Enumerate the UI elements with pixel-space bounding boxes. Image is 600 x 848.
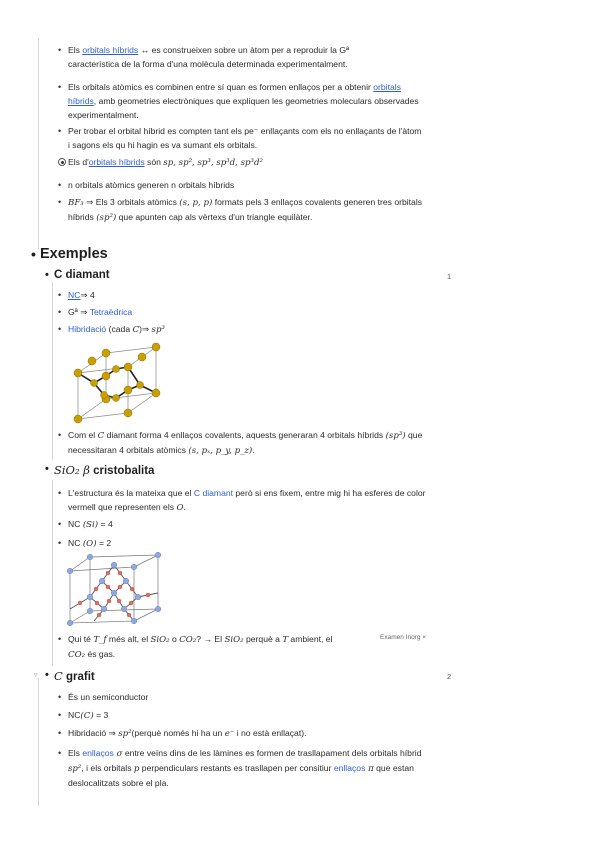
cristobalite-structure-image <box>64 553 164 625</box>
text: Els d' <box>68 157 89 167</box>
link-orbitals-hibrids[interactable]: orbitals híbrids <box>82 45 139 55</box>
text: Qui té <box>68 634 94 644</box>
text: , i els orbitals <box>81 763 134 773</box>
text: Hibridació ⇒ <box>68 728 119 738</box>
link-enllacos[interactable]: enllaços <box>82 748 114 758</box>
text: deslocalitzats sobre el pla. <box>68 778 169 788</box>
intro-bullet-2 <box>68 80 419 122</box>
indent-guide <box>52 480 53 666</box>
text: diamant forma 4 enllaços covalents, aquests generaran 4 orbitals híbrids <box>104 430 386 440</box>
collapse-chevron-icon[interactable]: ▿ <box>34 672 38 679</box>
link-tetraedrica[interactable]: Tetraèdrica <box>89 307 133 317</box>
text: n orbitals atòmics generen n orbitals híbrids <box>68 180 235 190</box>
link-hibridacio[interactable]: Hibridació <box>68 324 107 334</box>
link-orbitals-hibrids[interactable]: orbitals híbrids <box>88 157 145 167</box>
text: híbrids <box>68 212 97 222</box>
section-heading-exemples: • Exemples <box>40 246 108 262</box>
math: (O) <box>82 539 97 549</box>
text: ⇒ 4 <box>80 290 95 300</box>
text: que <box>405 430 423 440</box>
sio2-question <box>68 632 332 662</box>
text: NC <box>68 519 83 529</box>
subheading-sio2-cristobalita <box>54 463 154 477</box>
math: p <box>133 764 140 774</box>
text: ↔ es construeixen sobre un àtom per a reproduir la Gª <box>138 45 350 55</box>
text: que estan <box>373 763 414 773</box>
subheading-c-diamant: • C diamant <box>54 269 110 281</box>
math: (C) <box>80 711 94 721</box>
text: vermell que representen els <box>68 502 177 512</box>
text: Els <box>68 45 83 55</box>
text: Els orbitals atòmics es combinen entre sí quan es formen enllaços per a obtenir <box>68 82 374 92</box>
math: CO₂ <box>179 635 197 645</box>
text: perquè a <box>243 634 283 644</box>
math: SiO₂ β <box>54 463 90 477</box>
sio2-nc-o <box>68 536 111 551</box>
text: NC <box>68 538 83 548</box>
text: ambient, el <box>288 634 333 644</box>
text: cristobalita <box>89 465 155 477</box>
math: CO₂ <box>68 650 86 660</box>
text: , amb geometries electròniques que expliquen les geometries moleculars observades <box>93 96 419 106</box>
text: ? → El <box>196 634 225 644</box>
grafit-hibridacio <box>68 726 306 741</box>
math: C <box>54 669 63 683</box>
math: π <box>365 764 374 774</box>
indent-guide <box>38 678 39 806</box>
text: = 2 <box>96 538 112 548</box>
link-nc[interactable]: NC <box>68 290 81 300</box>
text: (perquè només hi ha un <box>131 728 225 738</box>
intro-bullet-3 <box>68 124 421 152</box>
text: necessitaran 4 orbitals atòmics <box>68 445 189 455</box>
text: . <box>252 445 255 455</box>
text: Per trobar el orbital híbrid es compten tant els pe⁻ enllaçants com els no enllaçants de l'àtom <box>68 126 422 136</box>
text: o <box>169 634 180 644</box>
intro-bullet-1 <box>68 43 349 71</box>
diamond-structure-image <box>66 343 176 423</box>
link-enllacos[interactable]: enllaços <box>333 763 366 773</box>
text: i no està enllaçat). <box>234 728 307 738</box>
text: entre veïns dins de les làmines es formen de trasllapament dels orbitals híbrid <box>122 748 422 758</box>
text: = 4 <box>98 519 113 529</box>
diamant-hibridacio <box>68 322 165 337</box>
math: O <box>176 503 184 513</box>
text: grafit <box>62 671 95 683</box>
text: És un semiconductor <box>68 692 149 702</box>
text: Com el <box>68 430 98 440</box>
math: (s, p, p) <box>179 198 213 208</box>
math: sp³ <box>151 325 165 335</box>
text: . <box>183 502 186 512</box>
intro-bullet-6 <box>68 195 422 225</box>
math: (sp²) <box>96 213 117 223</box>
link-orbitals[interactable]: orbitals <box>373 82 401 92</box>
math: (s, pₓ, p_y, p_z) <box>188 446 253 456</box>
tag-badge-examen[interactable]: Examen Inorg × <box>380 634 427 641</box>
math: BF₃ <box>68 198 84 208</box>
indent-guide <box>38 38 39 250</box>
text: característica de la forma d'una molècula determinada experimentalment. <box>68 59 348 69</box>
math: C <box>132 325 140 335</box>
text: L'estructura és la mateixa que el <box>68 488 194 498</box>
grafit-semiconductor <box>68 690 148 704</box>
diamant-description <box>68 428 422 458</box>
intro-bullet-5 <box>68 178 234 192</box>
math: e⁻ <box>224 729 235 739</box>
subheading-c-grafit <box>54 669 95 683</box>
text: )⇒ <box>139 324 152 334</box>
text: però si ens fixem, entre mig hi ha esferes de color <box>233 488 426 498</box>
math: T_f <box>93 635 107 645</box>
diamant-nc <box>68 288 95 302</box>
grafit-nc <box>68 708 108 723</box>
link-hibrids[interactable]: híbrids <box>68 96 94 106</box>
radio-icon[interactable] <box>58 158 66 166</box>
math: T <box>282 635 289 645</box>
text: són <box>144 157 164 167</box>
text: = 3 <box>93 710 109 720</box>
text: ⇒ Els 3 orbitals atòmics <box>83 197 180 207</box>
page-number: 1 <box>447 272 452 281</box>
text: formats pels 3 enllaços covalents generen tres orbitals <box>212 197 423 207</box>
link-c-diamant[interactable]: C diamant <box>193 488 234 498</box>
text: més alt, el <box>106 634 151 644</box>
text: perpendiculars restants es trasllapen per consitiur <box>139 763 334 773</box>
text: (cada <box>106 324 133 334</box>
text: experimentalment. <box>68 110 139 120</box>
intro-bullet-4 <box>68 155 263 170</box>
text: és gas. <box>85 649 116 659</box>
text: Els <box>68 748 83 758</box>
diamant-geometry <box>68 305 132 319</box>
sio2-nc-si <box>68 517 113 532</box>
math: SiO₂ <box>150 635 170 645</box>
page-number: 2 <box>447 672 452 681</box>
math: (Si) <box>82 520 99 530</box>
math: sp, sp², sp³, sp³d, sp³d² <box>163 158 263 168</box>
math: σ <box>113 749 123 759</box>
text: NC <box>68 710 81 720</box>
math: sp² <box>118 729 132 739</box>
indent-guide <box>52 282 53 460</box>
sio2-structure-note <box>68 486 426 515</box>
text: Gª ⇒ <box>68 307 90 317</box>
grafit-enllacos <box>68 746 422 790</box>
math: (sp³) <box>385 431 406 441</box>
math: sp² <box>68 764 82 774</box>
math: C <box>97 431 105 441</box>
text: i sagons els qu hi hagin es va sumant els orbitals. <box>68 140 258 150</box>
math: SiO₂ <box>224 635 244 645</box>
text: que apunten cap als vèrtexs d'un triangle equilàter. <box>116 212 313 222</box>
